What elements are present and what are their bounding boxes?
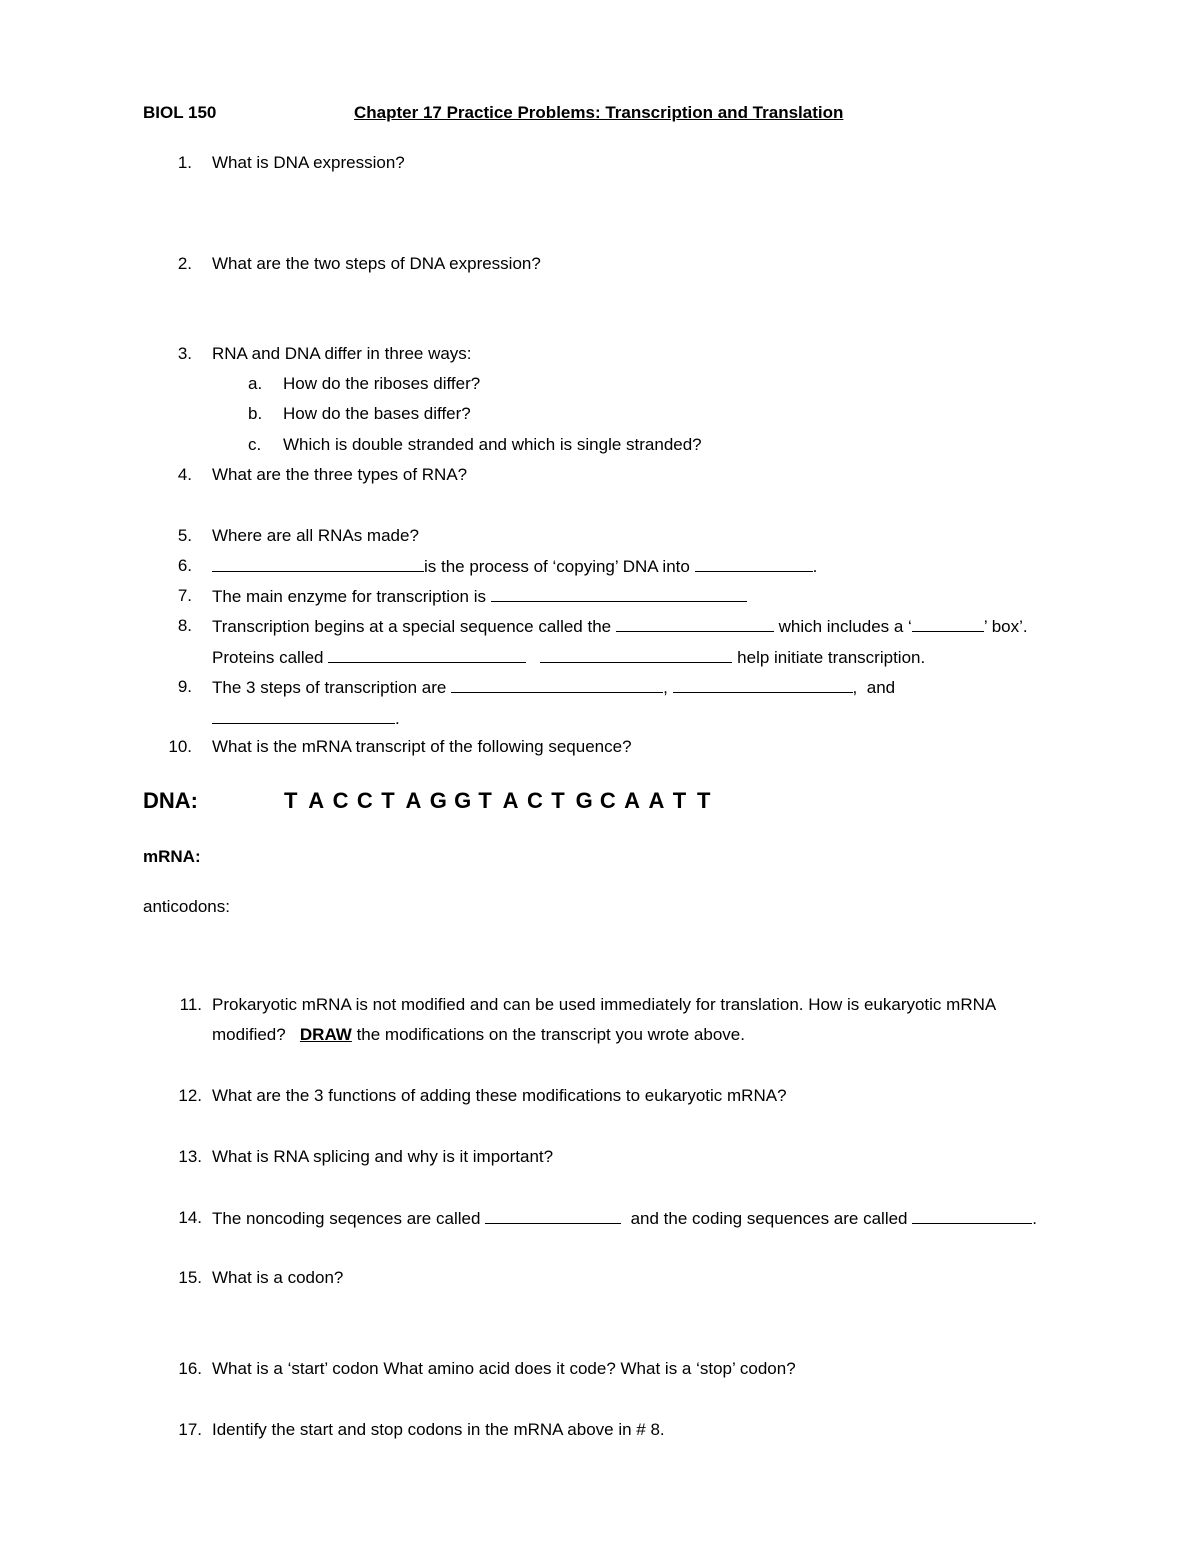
sub-question-text: How do the riboses differ? bbox=[283, 374, 481, 393]
question-text: is the process of ‘copying’ DNA into . bbox=[212, 555, 817, 578]
dna-base: G bbox=[575, 788, 593, 813]
dna-base: T bbox=[478, 788, 492, 813]
question-number: 2. bbox=[177, 254, 192, 273]
anticodons-label: anticodons: bbox=[143, 897, 230, 916]
dna-base: C bbox=[356, 788, 373, 813]
question-text: Prokaryotic mRNA is not modified and can be used immediately for translation. How is eukaryotic mRNA bbox=[212, 995, 997, 1014]
question-number: 3. bbox=[177, 344, 192, 363]
answer-blank[interactable] bbox=[616, 615, 774, 632]
question-number: 1. bbox=[177, 153, 192, 172]
dna-base: C bbox=[332, 788, 349, 813]
question-text: The noncoding seqences are called and the coding sequences are called . bbox=[212, 1209, 1037, 1228]
answer-blank[interactable] bbox=[540, 646, 732, 663]
question-number: 7. bbox=[177, 586, 192, 605]
dna-label: DNA: bbox=[143, 788, 198, 813]
question-text: Where are all RNAs made? bbox=[212, 526, 419, 545]
question-number: 4. bbox=[177, 465, 192, 484]
question-text: Identify the start and stop codons in the mRNA above in # 8. bbox=[212, 1420, 665, 1439]
question-text: What are the 3 functions of adding these modifications to eukaryotic mRNA? bbox=[212, 1086, 787, 1105]
question-text: What is a ‘start’ codon What amino acid does it code? What is a ‘stop’ codon? bbox=[212, 1359, 796, 1378]
dna-base: C bbox=[599, 788, 616, 813]
question-number: 8. bbox=[177, 616, 192, 635]
sub-letter: c. bbox=[248, 435, 262, 454]
draw-emphasis: DRAW bbox=[299, 1025, 352, 1044]
sub-question-text: Which is double stranded and which is single stranded? bbox=[283, 435, 702, 454]
question-text: What is RNA splicing and why is it important? bbox=[212, 1147, 554, 1166]
answer-blank[interactable] bbox=[695, 555, 813, 572]
course-code: BIOL 150 bbox=[143, 103, 217, 122]
answer-blank[interactable] bbox=[212, 707, 395, 724]
dna-base: A bbox=[624, 788, 641, 813]
question-text: Transcription begins at a special sequence called the which includes a ‘ ’ box’. bbox=[212, 617, 1028, 636]
dna-base: A bbox=[405, 788, 422, 813]
answer-blank[interactable] bbox=[451, 676, 663, 693]
dna-base: T bbox=[551, 788, 565, 813]
question-number: 13. bbox=[178, 1147, 202, 1166]
dna-base: A bbox=[502, 788, 519, 813]
question-text: Proteins called help initiate transcription. bbox=[212, 648, 926, 667]
question-text: What is DNA expression? bbox=[212, 153, 405, 172]
dna-base: A bbox=[648, 788, 665, 813]
question-number: 10. bbox=[168, 737, 192, 756]
worksheet-page: BIOL 150 Chapter 17 Practice Problems: Transcription and Translation 1. What is DNA expression? 2. What are the two steps of DNA expression? 3. RNA and DNA differ in three ways: a. How do the riboses differ? b. How do the bases differ? c. Which is double stranded and which is single stranded? 4. What are the three types of RNA? 5. Where are all RNAs made? 6. is the process of ‘copying’ DNA into . 7. The main enzyme for transcription is 8. Transcription begins at a special sequence called the which includes a ‘ ’ box’. Proteins called help initiate transcription. 9. The 3 steps of transcription are , , and . 10. What is the mRNA transcript of the following sequence? DNA: T A C C T A G G T A C T G C A A T T mRNA: anticodons: 11. Prokaryotic mRNA is not modified and can be used immediately for translation. How is eukaryotic mRNA modified? DRAW the modifications on the transcript you wrote above. 12. What are the 3 functions of adding these modifications to eukaryotic mRNA? 13. What is RNA splicing and why is it important? 14. The noncoding seqences are called and the coding sequences are called . 15. What is a codon? 16. What is a ‘start’ codon What amino acid does it code? What is a ‘stop’ codon? 17. Identify the start and stop codons in the mRNA above in # 8. bbox=[143, 103, 1037, 1439]
question-number: 16. bbox=[178, 1359, 202, 1378]
question-text: What is a codon? bbox=[212, 1268, 344, 1287]
dna-base: T bbox=[284, 788, 298, 813]
question-text: The main enzyme for transcription is bbox=[212, 585, 747, 608]
dna-base: T bbox=[672, 788, 687, 813]
mrna-label: mRNA: bbox=[143, 847, 201, 866]
sub-letter: b. bbox=[248, 404, 263, 423]
sub-question-text: How do the bases differ? bbox=[283, 404, 471, 423]
dna-base: C bbox=[526, 788, 543, 813]
dna-sequence bbox=[284, 788, 721, 814]
answer-blank[interactable] bbox=[912, 1207, 1032, 1224]
question-number: 12. bbox=[178, 1086, 202, 1105]
question-text: What are the two steps of DNA expression? bbox=[212, 254, 541, 273]
answer-blank[interactable] bbox=[328, 646, 526, 663]
dna-base: T bbox=[381, 788, 395, 813]
question-text: What is the mRNA transcript of the following sequence? bbox=[212, 737, 632, 756]
question-text: The 3 steps of transcription are , , and bbox=[212, 678, 896, 697]
dna-base: G bbox=[454, 788, 472, 813]
question-number: 6. bbox=[177, 556, 192, 575]
answer-blank[interactable] bbox=[485, 1207, 621, 1224]
dna-base: G bbox=[429, 788, 447, 813]
answer-blank[interactable] bbox=[912, 615, 984, 632]
question-number: 5. bbox=[177, 526, 192, 545]
answer-blank[interactable] bbox=[491, 585, 747, 602]
dna-base: A bbox=[308, 788, 325, 813]
question-text: RNA and DNA differ in three ways: bbox=[212, 344, 472, 363]
worksheet-header bbox=[143, 102, 843, 124]
question-number: 14. bbox=[178, 1208, 202, 1227]
dna-base: T bbox=[697, 788, 711, 813]
question-text: What are the three types of RNA? bbox=[212, 465, 468, 484]
question-number: 17. bbox=[178, 1420, 202, 1439]
answer-blank[interactable] bbox=[673, 676, 853, 693]
answer-blank[interactable] bbox=[212, 555, 424, 572]
sub-letter: a. bbox=[248, 374, 263, 393]
question-number: 11. bbox=[179, 995, 202, 1014]
page-title: Chapter 17 Practice Problems: Transcription and Translation bbox=[354, 103, 844, 122]
question-number: 9. bbox=[177, 677, 192, 696]
question-number: 15. bbox=[178, 1268, 202, 1287]
